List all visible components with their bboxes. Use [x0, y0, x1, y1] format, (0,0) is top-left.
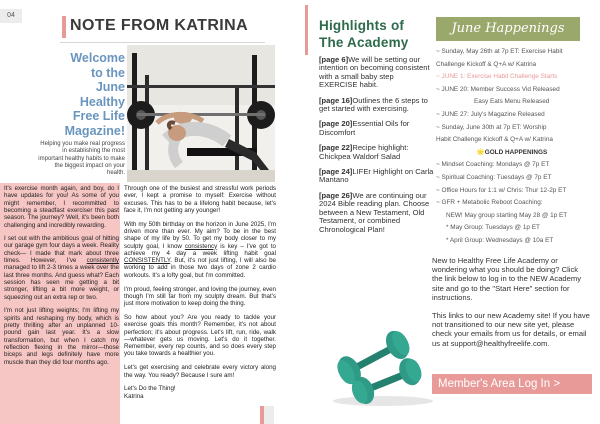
highlight-item[interactable]: [page 6]We will be setting our intention on becoming consistent with a small baby step EXERCISE habit. [319, 55, 430, 90]
letter-paragraph: With my 50th birthday on the horizon in June 2025, I'm driven more than ever. My aim? To be in the best shape of my life by 50. To get my body closer to my sculpty goal, I know consistency is key – I've got to achieve my 4 day a week lifting habit goal CONSISTENTLY. But, it's not just lifting, I will also be working to add in those two days of zone 2 cardio workouts. It's a lofty goal, but I'm committed. [124, 220, 276, 279]
highlights-accent-bar [305, 5, 308, 55]
welcome-line: to the [90, 65, 125, 80]
gold-event-line: ~ Mindset Coaching: Mondays @ 7p ET [436, 161, 550, 169]
letter-paragraph: I'm proud, feeling stronger, and loving the journey, even though I'm still far from my sculpty dream. But that's just more motivation to keep doing the thing. [124, 285, 276, 308]
member-login-button[interactable]: Member's Area Log In > [432, 374, 592, 394]
welcome-heading [60, 51, 125, 138]
letter-paragraph: Through one of the busiest and stressful work periods ever, I kept a promise to myself: Exercise without excuses. This has to be a lifelong habit because, let's face it, I'm not getting any younger! [124, 185, 276, 214]
event-line: ~ JUNE 20: Member Success Vid Released [436, 85, 560, 93]
welcome-line: Magazine! [64, 123, 125, 138]
welcome-subtitle: Helping you make real progress in establishing the most important healthy habits to make the biggest impact on your health. [38, 141, 125, 177]
welcome-line: June [95, 80, 125, 94]
note-title: NOTE FROM KATRINA [70, 17, 249, 34]
welcome-line: Welcome [70, 51, 125, 65]
intro-paragraph: I set out with the ambitious goal of hitting our garage gym four days a week. Reality check— I made that mark about three times. However, I've consistently managed to lift 2-3 times a week over the last three months. And guess what? Each session has seen me getting a bit stronger, lifting a bit more weight, or squeezing out an extra rep or two. [4, 235, 119, 301]
event-line: Habit Challenge Kickoff & Q+A w/ Katrina [436, 136, 553, 144]
highlights-title: Highlights of The Academy [319, 18, 409, 50]
title-accent-bar [62, 16, 66, 38]
highlight-item[interactable]: [page 16]Outlines the 6 steps to get started with exercising. [319, 95, 428, 114]
gold-happenings-heading: 🌟GOLD HAPPENINGS [476, 148, 548, 156]
gold-event-line: * April Group: Wednesdays @ 10a ET [446, 236, 554, 244]
event-line: ~ Sunday, May 26th at 7p ET: Exercise Habit [436, 48, 563, 55]
gold-event-line: ~ Office Hours for 1:1 w/ Chris: Thur 12-2p ET [436, 186, 567, 194]
new-to-paragraph: New to Healthy Free Life Academy or wondering what you should be doing? Click the link below to log in to the NEW Academy site and go to the "Start Here" section for instructions. [432, 256, 581, 302]
highlight-item[interactable]: [page 24]LIFEr Highlight on Carla Mantano [319, 167, 434, 185]
highlight-item[interactable]: [page 20]Essential Oils for Discomfort [319, 119, 410, 137]
welcome-line: Free Life [72, 109, 125, 123]
gold-event-line: ~ Spiritual Coaching: Tuesdays @ 7p ET [436, 173, 552, 181]
welcome-line: Healthy [79, 94, 125, 109]
page-number: 04 [0, 9, 22, 23]
event-line: ~ Sunday, June 30th at 7p ET: Worship [436, 123, 547, 131]
letter-paragraph: So how about you? Are you ready to tackle your exercise goals this month? Remember, it's not about perfection; it's about progress. Let's lift, run, ride, walk—whatever gets us moving. Let's do it together. Remember, every rep counts, and so does every step you take towards a healthier you. [124, 313, 276, 358]
bottom-accent [260, 406, 274, 424]
title-divider [60, 42, 265, 43]
june-events-list [436, 46, 588, 248]
gold-event-line: NEW! May group starting May 28 @ 1p ET [446, 211, 568, 219]
gold-event-line: * May Group: Tuesdays @ 1p ET [446, 224, 540, 232]
event-line: ~ JUNE 27: July's Magazine Released [436, 110, 545, 118]
intro-paragraph: It's exercise month again, and boy, do I have updates for you! As some of you might remember, I recommitted to becoming a steadfast exerciser this past season. The journey? Well, it's been both challenging and incredibly rewarding. [4, 185, 119, 229]
letter-paragraph: Let's get exercising and celebrate every victory along the way. You ready? Because I sure am! [124, 364, 276, 379]
letter-signoff: Let's Do the Thing! Katrina [124, 385, 176, 400]
intro-text [4, 185, 119, 372]
links-paragraph: This links to our new Academy site! If you have not transitioned to our new site yet, please check your emails from us for details, or email us at support@healthyfreelife.com. [432, 311, 590, 348]
gold-event-line: ~ GFR + Metabolic Reboot Coaching: [436, 199, 543, 207]
event-line: ~ JUNE 1: Exercise Habit Challenge Starts [436, 73, 558, 81]
june-happenings-title: June Happenings [451, 21, 565, 36]
highlight-item[interactable]: [page 26]We are continuing our 2024 Bible reading plan. Choose between a New Testament, Old Testament, or combined Chronological Plan! [319, 190, 430, 234]
event-line: Easy Eats Menu Released [474, 98, 550, 106]
letter-text [124, 185, 276, 406]
dumbbells-image [325, 327, 435, 407]
gym-photo [127, 45, 275, 182]
highlight-item[interactable]: [page 22]Recipe highlight: Chickpea Waldorf Salad [319, 143, 409, 161]
event-line: Challenge Kickoff & Q+A w/ Katrina [436, 60, 537, 68]
academy-info [432, 256, 590, 357]
highlights-list [319, 56, 434, 241]
intro-paragraph: I'm not just lifting weights; I'm lifting my spirits and reshaping my body, which is pretty thrilling after an unplanned 10-pound gain last year. It's a slow transformation, but when I catch my reflection flexing in the mirror—those biceps and legs definitely have more muscle than they did four months ago. [4, 307, 119, 366]
